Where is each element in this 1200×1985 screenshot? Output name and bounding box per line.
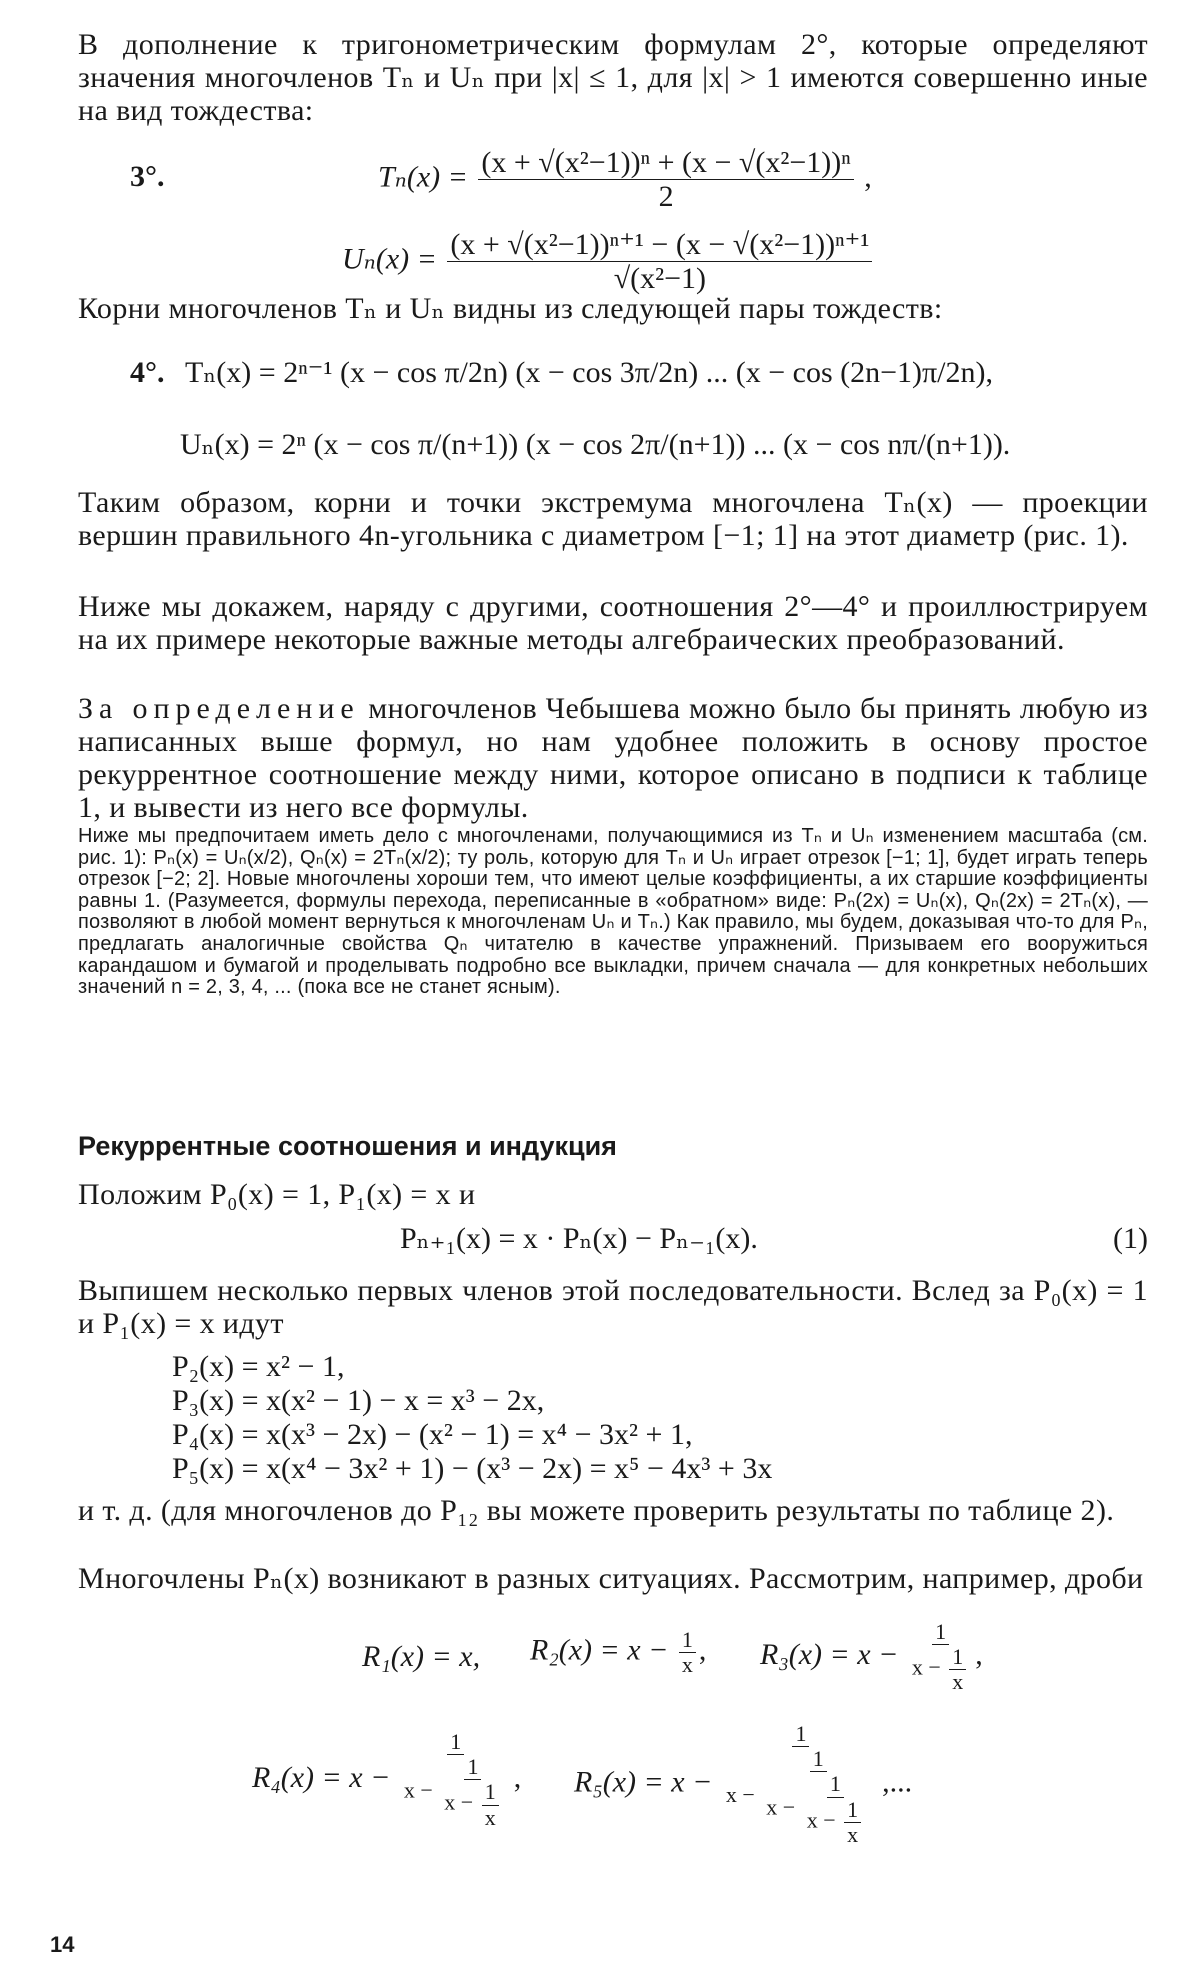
fraction-R2-frac bbox=[679, 1628, 696, 1677]
paragraph-intro: В дополнение к тригонометрическим формулам 2°, которые определяют значения многочленов Tₙ и Uₙ при |x| ≤ 1, для |x| > 1 имеются совершенно иные на вид тождества: bbox=[78, 28, 1148, 127]
fraction-R4-mid bbox=[441, 1755, 504, 1830]
formula-T-comma: , bbox=[864, 160, 872, 194]
fraction-R5-num: 1 bbox=[792, 1722, 809, 1747]
page-number: 14 bbox=[50, 1932, 75, 1957]
fraction-R5-l3-den bbox=[804, 1798, 867, 1847]
fraction-R5-l4-num: 1 bbox=[844, 1798, 861, 1823]
formula-T-closed bbox=[378, 146, 872, 213]
formula-U-numerator: (x + √(x²−1))ⁿ⁺¹ − (x − √(x²−1))ⁿ⁺¹ bbox=[447, 228, 872, 262]
formula-P3: P₃(x) = x(x² − 1) − x = x³ − 2x, bbox=[172, 1384, 545, 1417]
formula-P4: P₄(x) = x(x³ − 2x) − (x² − 1) = x⁴ − 3x² + 1, bbox=[172, 1418, 693, 1451]
fraction-R4-num: 1 bbox=[447, 1730, 464, 1755]
formula-recurrence: Pₙ₊₁(x) = x · Pₙ(x) − Pₙ₋₁(x). bbox=[400, 1222, 758, 1255]
fraction-R2 bbox=[530, 1628, 706, 1677]
formula-T-product: Tₙ(x) = 2ⁿ⁻¹ (x − cos π/2n) (x − cos 3π/2n) ... (x − cos (2n−1)π/2n), bbox=[185, 356, 993, 389]
paragraph-fractions-intro: Многочлены Pₙ(x) возникают в разных ситуациях. Рассмотрим, например, дроби bbox=[78, 1562, 1144, 1595]
small-print-note: Ниже мы предпочитаем иметь дело с многочленами, получающимися из Tₙ и Uₙ изменением масштаба (см. рис. 1): Pₙ(x) = Uₙ(x/2), Qₙ(x) = 2Tₙ(x/2); ту роль, которую для Tₙ и Uₙ играет отрезок [−1; 1], будет играть теперь отрезок [−2; 2]. Новые многочлены хороши тем, что имеют целые коэффициенты, а их старшие коэффициенты равны 1. (Разумеется, формулы перехода, переписанные в «обратном» виде: Pₙ(2x) = Uₙ(x), Qₙ(2x) = 2Tₙ(x), — позволяют в любой момент вернуться к многочленам Uₙ и Tₙ.) Как правило, мы будем, доказывая что-то для Pₙ, предлагать аналогичные свойства Qₙ читателю в качестве упражнений. Призываем его вооружиться карандашом и бумагой и проделывать подробно все выкладки, причем сначала — для конкретных небольших значений n = 2, 3, 4, ... (пока все не станет ясным). bbox=[78, 825, 1148, 999]
fraction-R3-inner-den: x bbox=[952, 1669, 964, 1695]
fraction-R3-num: 1 bbox=[932, 1620, 949, 1645]
fraction-R5-l2-den bbox=[763, 1772, 873, 1847]
fraction-R5-l4 bbox=[844, 1798, 861, 1847]
formula-U-lhs: Uₙ(x) = bbox=[342, 242, 437, 276]
fraction-R3 bbox=[760, 1620, 983, 1695]
fraction-R5-den-x: x − bbox=[725, 1782, 755, 1808]
paragraph-extrema: Таким образом, корни и точки экстремума многочлена Tₙ(x) — проекции вершин правильного 4n-угольника с диаметром [−1; 1] на этот диаметр (рис. 1). bbox=[78, 486, 1148, 552]
fraction-R4-mid-den bbox=[441, 1780, 504, 1829]
formula-U-fraction bbox=[447, 228, 872, 295]
fraction-R3-comma: , bbox=[975, 1638, 983, 1672]
fraction-R4-den bbox=[401, 1755, 511, 1830]
fraction-R1-expr: R₁(x) = x, bbox=[362, 1640, 481, 1673]
paragraph-roots: Корни многочленов Tₙ и Uₙ видны из следующей пары тождеств: bbox=[78, 292, 943, 325]
definition-text: многочленов Чебышева можно было бы принять любую из написанных выше формул, но нам удобнее положить в основу простое рекуррентное соотношение между ними, которое описано в подписи к таблице 1, и вывести из него все формулы. bbox=[78, 692, 1149, 824]
fraction-R3-den bbox=[909, 1645, 972, 1694]
paragraph-prove: Ниже мы докажем, наряду с другими, соотношения 2°—4° и проиллюстрируем на их примере некоторые важные методы алгебраических преобразований. bbox=[78, 590, 1148, 656]
definition-spaced-term: За определение bbox=[78, 692, 360, 725]
fraction-R5-ellipsis: ,... bbox=[882, 1765, 913, 1799]
section-heading: Рекуррентные соотношения и индукция bbox=[78, 1131, 617, 1161]
equation-number-1: (1) bbox=[1113, 1222, 1148, 1255]
fraction-R3-lhs: R₃(x) = x − bbox=[760, 1638, 899, 1672]
fraction-R4-den-x: x − bbox=[403, 1777, 433, 1803]
fraction-R2-den: x bbox=[681, 1652, 693, 1678]
fraction-R5-l3-num: 1 bbox=[827, 1772, 844, 1797]
paragraph-base-case: Положим P₀(x) = 1, P₁(x) = x и bbox=[78, 1178, 476, 1211]
formula-P5: P₅(x) = x(x⁴ − 3x² + 1) − (x³ − 2x) = x⁵ − 4x³ + 3x bbox=[172, 1452, 773, 1485]
formula-U-denominator: √(x²−1) bbox=[613, 262, 707, 295]
fraction-R5-l2-den-x: x − bbox=[766, 1794, 796, 1820]
formula-T-fraction bbox=[478, 146, 853, 213]
fraction-R5-l3 bbox=[804, 1772, 867, 1847]
fraction-R3-inner-num: 1 bbox=[949, 1645, 966, 1670]
fraction-R4 bbox=[252, 1730, 521, 1830]
fraction-R4-comma: , bbox=[513, 1760, 522, 1794]
fraction-R5-l4-den: x bbox=[847, 1821, 859, 1847]
formula-T-lhs: Tₙ(x) = bbox=[378, 160, 468, 194]
fraction-R5-den bbox=[723, 1747, 879, 1847]
fraction-R3-den-x: x − bbox=[911, 1654, 941, 1680]
fraction-R2-num: 1 bbox=[679, 1628, 696, 1653]
fraction-R4-inner-num: 1 bbox=[482, 1780, 499, 1805]
fraction-R4-mid-num: 1 bbox=[464, 1755, 481, 1780]
fraction-R5-lhs: R₅(x) = x − bbox=[574, 1765, 713, 1799]
fraction-R5 bbox=[574, 1722, 912, 1847]
fraction-R4-lhs: R₄(x) = x − bbox=[252, 1760, 391, 1794]
fraction-R4-inner-den: x bbox=[484, 1804, 496, 1830]
fraction-R2-lhs: R₂(x) = x − bbox=[530, 1633, 669, 1667]
fraction-R5-l3-den-x: x − bbox=[806, 1807, 836, 1833]
fraction-R5-l2-num: 1 bbox=[810, 1747, 827, 1772]
paragraph-table-check: и т. д. (для многочленов до P₁₂ вы можете проверить результаты по таблице 2). bbox=[78, 1494, 1115, 1527]
fraction-R1 bbox=[362, 1640, 480, 1674]
fraction-R5-l2 bbox=[763, 1747, 873, 1847]
formula-U-product: Uₙ(x) = 2ⁿ (x − cos π/(n+1)) (x − cos 2π/(n+1)) ... (x − cos nπ/(n+1)). bbox=[180, 428, 1011, 461]
fraction-R4-inner bbox=[482, 1780, 499, 1829]
fraction-R4-mid-den-x: x − bbox=[444, 1790, 474, 1816]
fraction-R2-comma: , bbox=[698, 1633, 707, 1667]
formula-T-numerator: (x + √(x²−1))ⁿ + (x − √(x²−1))ⁿ bbox=[478, 146, 853, 180]
formula-T-denominator: 2 bbox=[658, 180, 674, 213]
formula-label-4: 4°. bbox=[130, 356, 165, 389]
fraction-R5-frac bbox=[723, 1722, 879, 1847]
fraction-R4-frac bbox=[401, 1730, 511, 1830]
fraction-R3-inner bbox=[949, 1645, 966, 1694]
formula-P2: P₂(x) = x² − 1, bbox=[172, 1350, 345, 1383]
formula-label-3: 3°. bbox=[130, 160, 165, 193]
paragraph-first-terms: Выпишем несколько первых членов этой последовательности. Вслед за P₀(x) = 1 и P₁(x) = x идут bbox=[78, 1274, 1148, 1340]
paragraph-definition bbox=[78, 692, 1148, 824]
formula-U-closed bbox=[342, 228, 875, 295]
fraction-R3-frac bbox=[909, 1620, 972, 1695]
